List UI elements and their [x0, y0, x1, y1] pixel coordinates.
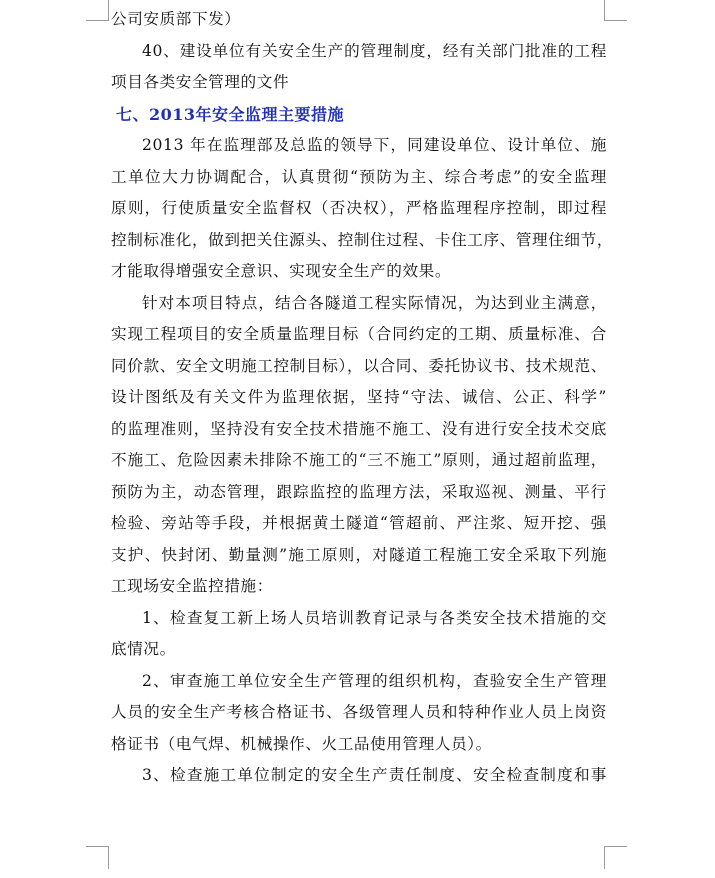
text-line: 40、建设单位有关安全生产的管理制度，经有关部门批准的工程: [142, 41, 607, 60]
text-line: 才能取得增强安全意识、实现安全生产的效果。: [111, 262, 452, 280]
paragraph-item-1: [111, 603, 607, 666]
text-line: 公司安质部下发）: [111, 10, 241, 28]
text-line: 检验、旁站等手段，并根据黄土隧道“管超前、严注浆、短开挖、强: [111, 514, 607, 532]
text-line: 底情况。: [111, 640, 176, 658]
text-line: 人员的安全生产考核合格证书、各级管理人员和特种作业人员上岗资: [111, 703, 607, 721]
text-line: 的监理准则，坚持没有安全技术措施不施工、没有进行安全技术交底: [111, 419, 607, 438]
text-line: 项目各类安全管理的文件: [111, 73, 290, 91]
text-line: 设计图纸及有关文件为监理依据，坚持“守法、诚信、公正、科学”: [111, 388, 607, 406]
text-line: 支护、快封闭、勤量测”施工原则，对隧道工程施工安全采取下列施: [111, 545, 607, 564]
section-heading: 七、2013年安全监理主要措施: [116, 104, 345, 124]
text-line: 3、检查施工单位制定的安全生产责任制度、安全检查制度和事: [142, 766, 607, 784]
text-line: 控制标准化，做到把关住源头、控制住过程、卡住工序、管理住细节，: [111, 230, 614, 249]
page-corner-mark-top-right: [604, 0, 627, 21]
paragraph-measures: [111, 288, 607, 603]
text-line: 原则，行使质量安全监督权（否决权），严格监理程序控制，即过程: [111, 199, 607, 217]
paragraph-continuation: [111, 4, 607, 36]
text-line: 预防为主，动态管理，跟踪监控的监理方法，采取巡视、测量、平行: [111, 482, 607, 501]
text-line: 不施工、危险因素未排除不施工的“三不施工”原则，通过超前监理，: [111, 451, 607, 469]
page-corner-mark-bottom-left: [86, 846, 109, 869]
text-line: 工单位大力协调配合，认真贯彻“预防为主、综合考虑”的安全监理: [111, 167, 607, 186]
paragraph-item-3: [111, 760, 607, 792]
paragraph-intro: [111, 130, 614, 288]
paragraph-item-40: [111, 36, 607, 99]
text-line: 2013 年在监理部及总监的领导下，同建设单位、设计单位、施: [142, 136, 607, 154]
text-line: 针对本项目特点，结合各隧道工程实际情况，为达到业主满意，: [142, 293, 607, 312]
text-line: 实现工程项目的安全质量监理目标（合同约定的工期、质量标准、合: [111, 325, 607, 343]
page-corner-mark-bottom-right: [604, 846, 627, 869]
document-body: [111, 4, 614, 792]
text-line: 工现场安全监控措施：: [111, 577, 273, 595]
text-line: 1、检查复工新上场人员培训教育记录与各类安全技术措施的交: [142, 608, 607, 627]
text-line: 2、审查施工单位安全生产管理的组织机构，查验安全生产管理: [142, 671, 607, 690]
text-line: 格证书（电气焊、机械操作、火工品使用管理人员）。: [111, 734, 492, 753]
text-line: 同价款、安全文明施工控制目标），以合同、委托协议书、技术规范、: [111, 356, 607, 375]
paragraph-item-2: [111, 666, 607, 761]
page-corner-mark-top-left: [86, 0, 109, 21]
